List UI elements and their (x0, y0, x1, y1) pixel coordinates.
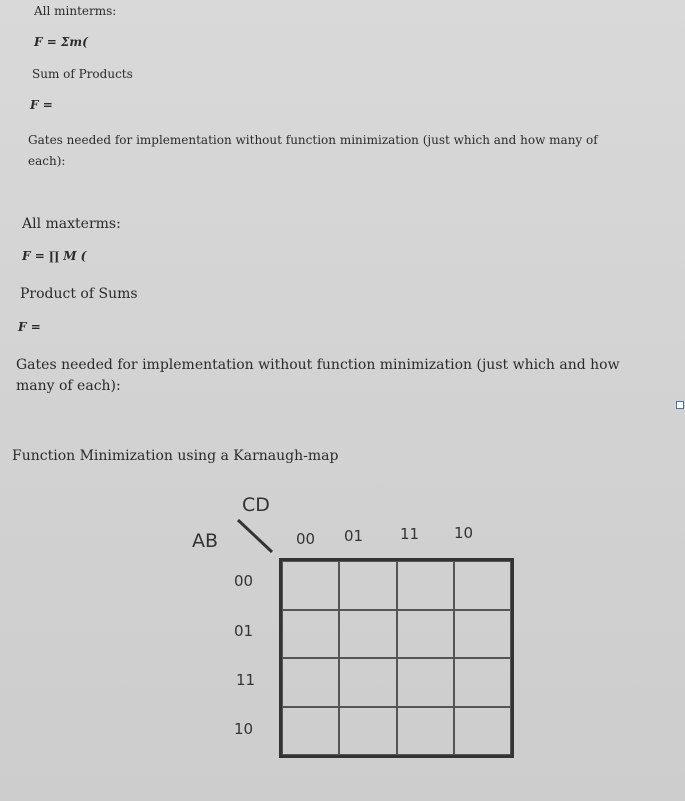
product-of-sums-label: Product of Sums (20, 286, 138, 302)
kmap-cell[interactable] (397, 561, 454, 610)
kmap-col-label-01: 01 (344, 527, 364, 545)
kmap-cell[interactable] (397, 610, 454, 659)
minterms-label: All minterms: (34, 4, 117, 18)
kmap-title: Function Minimization using a Karnaugh-map (12, 448, 339, 464)
sop-expression: F = (30, 98, 53, 112)
kmap-cell[interactable] (397, 658, 454, 707)
kmap-cell[interactable] (339, 610, 396, 659)
pos-gates-question: Gates needed for implementation without function minimization (just which and how many of each): (16, 357, 620, 394)
kmap-row-label-10: 10 (234, 720, 254, 738)
kmap-cell[interactable] (339, 658, 396, 707)
kmap-col-label-00: 00 (296, 530, 316, 548)
kmap-row-label-01: 01 (234, 622, 254, 640)
kmap-cell[interactable] (339, 561, 396, 610)
kmap-row-label-11: 11 (236, 671, 256, 689)
kmap-cell[interactable] (282, 561, 339, 610)
kmap-cell[interactable] (339, 707, 396, 756)
kmap-cell[interactable] (282, 658, 339, 707)
pos-expression: F = (18, 320, 41, 334)
kmap-col-label-11: 11 (400, 525, 420, 543)
kmap-cell[interactable] (454, 610, 511, 659)
kmap-row-variable: AB (192, 530, 219, 552)
kmap-cell[interactable] (282, 707, 339, 756)
kmap-cell[interactable] (454, 658, 511, 707)
sum-of-products-label: Sum of Products (32, 67, 133, 81)
sop-gates-question: Gates needed for implementation without function minimization (just which and how many of each): (28, 133, 598, 168)
kmap-cell[interactable] (282, 610, 339, 659)
kmap-diagonal-line (236, 518, 276, 556)
kmap-cell[interactable] (397, 707, 454, 756)
kmap-grid (279, 558, 514, 758)
minterm-expression: F = Σm( (34, 35, 88, 49)
kmap-cell[interactable] (454, 707, 511, 756)
maxterms-label: All maxterms: (22, 216, 121, 232)
kmap-col-label-10: 10 (454, 524, 474, 542)
kmap-cell[interactable] (454, 561, 511, 610)
kmap-column-variable: CD (242, 494, 270, 516)
kmap-row-label-00: 00 (234, 572, 254, 590)
resize-handle[interactable] (676, 401, 684, 409)
maxterm-expression: F = ∏ M ( (22, 249, 87, 263)
